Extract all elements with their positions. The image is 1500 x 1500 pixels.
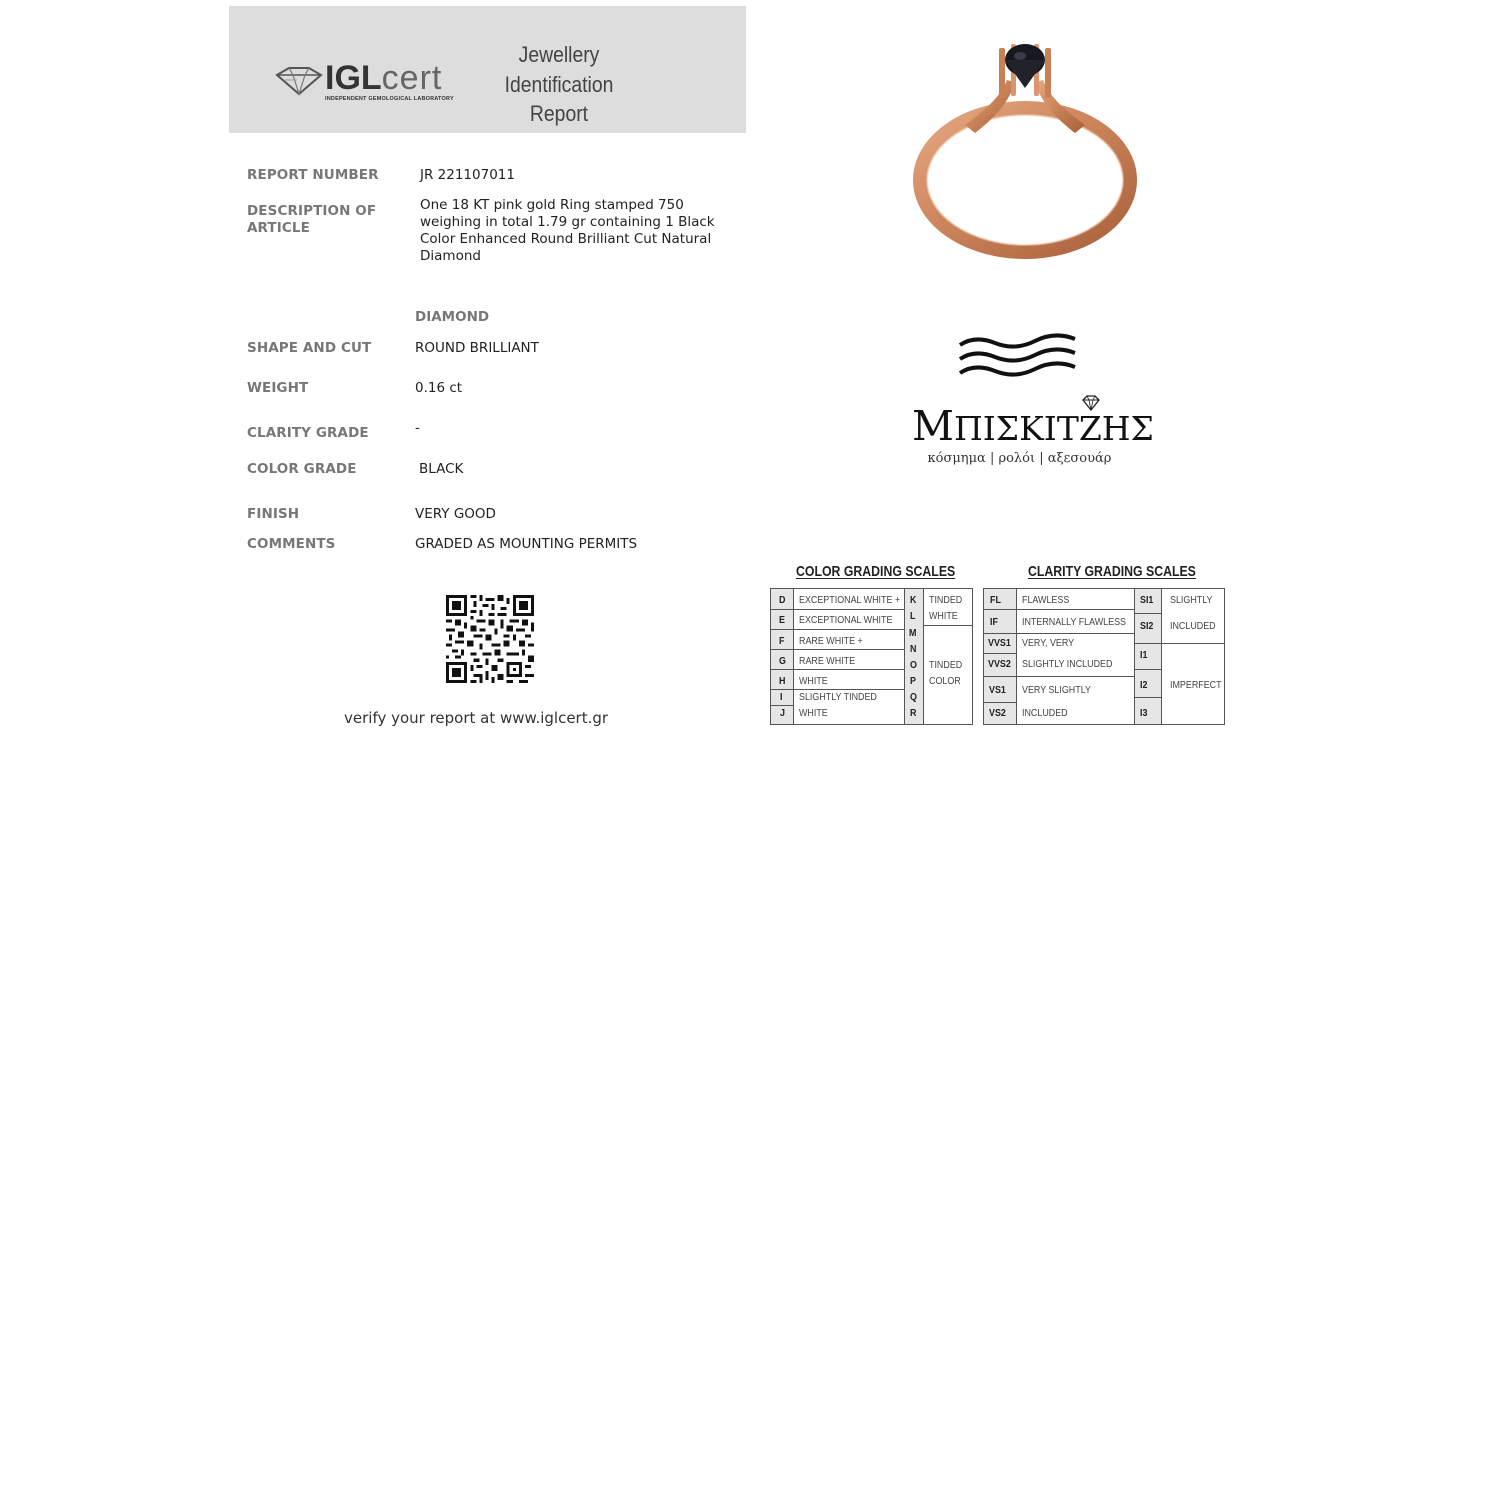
finish-label: FINISH bbox=[247, 506, 300, 522]
logo-tagline: INDEPENDENT GEMOLOGICAL LABORATORY bbox=[325, 96, 454, 102]
weight-value: 0.16 ct bbox=[415, 380, 463, 396]
comments-value: GRADED AS MOUNTING PERMITS bbox=[415, 536, 638, 552]
color-grade-label: COLOR GRADE bbox=[247, 461, 357, 477]
shape-label: SHAPE AND CUT bbox=[247, 340, 372, 356]
clarity-grade-label: CLARITY GRADE bbox=[247, 425, 369, 441]
comments-label: COMMENTS bbox=[247, 536, 336, 552]
clarity-grading-table: FL FLAWLESS IF INTERNALLY FLAWLESS VVS1 VERY, VERY VVS2 SLIGHTLY INCLUDED VS1 VERY SLIGHTLY VS2 INCLUDED SI1 SI2 I1 I2 I3 SLIGHTLY INCLUDED IMPERFECT bbox=[983, 588, 1225, 725]
clarity-scale-title: CLARITY GRADING SCALES bbox=[1028, 563, 1196, 580]
weight-label: WEIGHT bbox=[247, 380, 309, 396]
logo-wordmark: IGLcert bbox=[325, 59, 443, 97]
report-title: Jewellery Identification Report bbox=[504, 42, 614, 126]
shop-logo-waves bbox=[955, 333, 1080, 383]
section-heading-diamond: DIAMOND bbox=[415, 309, 490, 325]
shop-tagline: κόσμημα | ρολόι | αξεσουάρ bbox=[927, 451, 1112, 466]
color-grade-value: BLACK bbox=[419, 461, 464, 477]
ring-image bbox=[905, 30, 1150, 265]
report-header bbox=[229, 6, 746, 133]
diamond-logo-icon bbox=[275, 66, 323, 96]
color-grading-table: D EXCEPTIONAL WHITE + E EXCEPTIONAL WHITE F RARE WHITE + G RARE WHITE H WHITE I SLIGHTLY TINDED J WHITE K L M N O P Q R TINDED WHITE TINDED COLOR bbox=[770, 588, 973, 725]
iglcert-logo bbox=[273, 59, 454, 112]
shape-value: ROUND BRILLIANT bbox=[415, 340, 539, 356]
description-label: DESCRIPTION OF ARTICLE bbox=[247, 203, 377, 236]
report-number-value: JR 221107011 bbox=[420, 167, 515, 183]
description-value: One 18 KT pink gold Ring stamped 750 weighing in total 1.79 gr containing 1 Black Color Enhanced Round Brilliant Cut Natural Diamond bbox=[420, 197, 715, 264]
verify-report-text: verify your report at www.iglcert.gr bbox=[344, 709, 609, 727]
color-scale-title: COLOR GRADING SCALES bbox=[796, 563, 956, 580]
qr-code[interactable] bbox=[446, 595, 534, 683]
report-number-label: REPORT NUMBER bbox=[247, 167, 379, 183]
clarity-grade-value: - bbox=[415, 420, 420, 436]
finish-value: VERY GOOD bbox=[415, 506, 496, 522]
shop-name: ΜΠΙΣΚΙΤΖΗΣ bbox=[912, 402, 1154, 450]
